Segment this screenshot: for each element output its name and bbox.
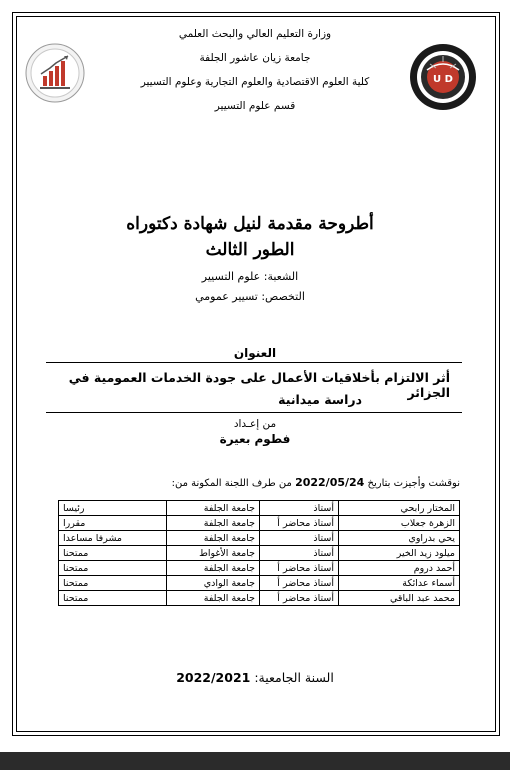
jury-name: المختار رابحي <box>339 501 460 516</box>
svg-text:U D: U D <box>433 74 453 85</box>
table-row <box>59 591 460 606</box>
table-row <box>59 501 460 516</box>
table-row <box>59 516 460 531</box>
jury-name: محمد عبد الباقي <box>339 591 460 606</box>
faculty-name: كلية العلوم الاقتصادية والعلوم التجارية وعلوم التسيير <box>140 76 370 88</box>
jury-role: مقررا <box>59 516 167 531</box>
title-label: العنوان <box>233 346 277 360</box>
jury-rank: أستاذ <box>260 546 339 561</box>
jury-role: ممتحنا <box>59 576 167 591</box>
branch-line: الشعبة: علوم التسيير <box>201 270 299 283</box>
jury-rank: أستاذ محاضر أ <box>260 576 339 591</box>
thesis-type-title: أطروحة مقدمة لنيل شهادة دكتوراه <box>126 214 374 234</box>
defense-text-after: من طرف اللجنة المكونة من: <box>171 478 292 489</box>
jury-rank: أستاذ <box>260 501 339 516</box>
jury-university: جامعة الوادي <box>167 576 260 591</box>
table-row <box>59 561 460 576</box>
jury-role: ممتحنا <box>59 561 167 576</box>
jury-table <box>58 500 460 606</box>
jury-name: يحي بدراوي <box>339 531 460 546</box>
jury-university: جامعة الجلفة <box>167 591 260 606</box>
jury-name: ميلود زيد الخير <box>339 546 460 561</box>
jury-rank: أستاذ <box>260 531 339 546</box>
faculty-logo-icon <box>24 42 86 104</box>
jury-university: جامعة الجلفة <box>167 501 260 516</box>
thesis-title-line1: أثر الالتزام بأخلاقيات الأعمال على جودة الخدمات العمومية في الجزائر <box>68 370 450 400</box>
jury-university: جامعة الجلفة <box>167 516 260 531</box>
ministry-name: وزارة التعليم العالي والبحث العلمي <box>178 28 332 40</box>
jury-name: أحمد دروم <box>339 561 460 576</box>
specialty-line: التخصص: تسيير عمومي <box>195 290 305 303</box>
academic-year-value: 2022/2021 <box>176 670 251 685</box>
defense-date: 2022/05/24 <box>295 476 365 489</box>
jury-role: ممتحنا <box>59 546 167 561</box>
defense-statement <box>46 476 460 489</box>
academic-year-label: السنة الجامعية: <box>254 670 334 685</box>
jury-university: جامعة الأغواط <box>167 546 260 561</box>
divider-top <box>46 362 462 363</box>
defense-text-before: نوقشت وأجيزت بتاريخ <box>367 478 460 489</box>
prepared-by-label: من إعـداد <box>233 418 277 430</box>
divider-bottom <box>46 412 462 413</box>
jury-role: ممتحنا <box>59 591 167 606</box>
department-name: قسم علوم التسيير <box>214 100 296 112</box>
table-row <box>59 546 460 561</box>
bottom-bar <box>0 752 510 770</box>
jury-name: الزهرة جعلاب <box>339 516 460 531</box>
cycle-title: الطور الثالث <box>205 240 295 260</box>
jury-university: جامعة الجلفة <box>167 561 260 576</box>
table-row <box>59 576 460 591</box>
jury-rank: أستاذ محاضر أ <box>260 591 339 606</box>
jury-rank: أستاذ محاضر أ <box>260 516 339 531</box>
university-logo-icon <box>408 42 478 112</box>
jury-university: جامعة الجلفة <box>167 531 260 546</box>
jury-rank: أستاذ محاضر أ <box>260 561 339 576</box>
author-name: فطوم بعيرة <box>219 432 291 446</box>
jury-role: رئيسا <box>59 501 167 516</box>
jury-role: مشرفا مساعدا <box>59 531 167 546</box>
thesis-title-line2: دراسة ميدانية <box>278 392 362 407</box>
university-name: جامعة زيان عاشور الجلفة <box>199 52 311 64</box>
jury-name: أسماء عدائكة <box>339 576 460 591</box>
table-row <box>59 531 460 546</box>
academic-year <box>140 670 370 685</box>
